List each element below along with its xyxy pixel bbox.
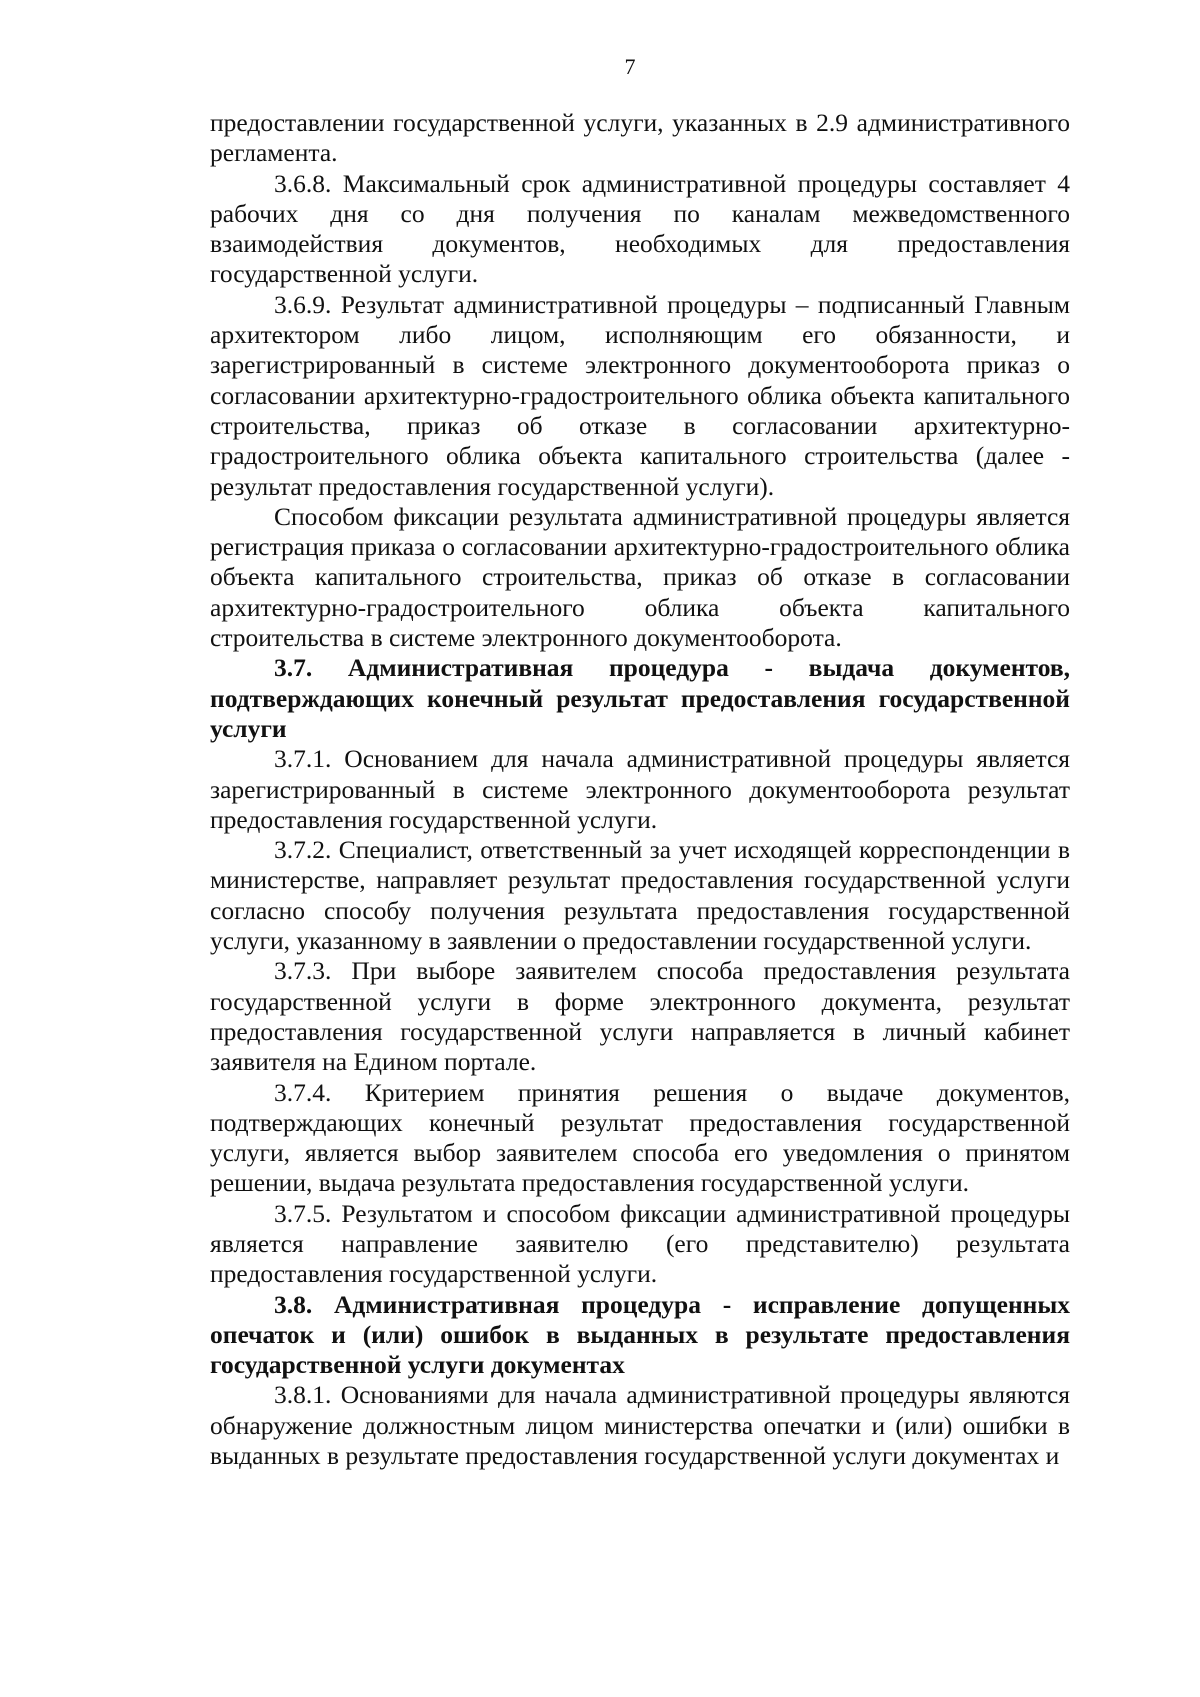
- page-number: 7: [624, 54, 636, 79]
- section-heading-3-8: 3.8. Административная процедура - исправление допущенных опечаток и (или) ошибок в выданных в результате предоставления государственной услуги документах: [210, 1289, 1070, 1380]
- paragraph-3-7-2: 3.7.2. Специалист, ответственный за учет исходящей корреспонденции в министерстве, направляет результат предоставления государственной услуги согласно способу получения результата предоставления государственной услуги, указанному в заявлении о предоставлении государственной услуги.: [210, 835, 1070, 956]
- paragraph-3-7-1: 3.7.1. Основанием для начала административной процедуры является зарегистрированный в системе электронного документооборота результат предоставления государственной услуги.: [210, 744, 1070, 834]
- paragraph-3-6-8: 3.6.8. Максимальный срок административной процедуры составляет 4 рабочих дня со дня получения по каналам межведомственного взаимодействия документов, необходимых для предоставления государственной услуги.: [210, 168, 1070, 289]
- paragraph-continuation: предоставлении государственной услуги, указанных в 2.9 административного регламента.: [210, 108, 1070, 168]
- paragraph-3-6-9: 3.6.9. Результат административной процедуры – подписанный Главным архитектором либо лицом, исполняющим его обязанности, и зарегистрированный в системе электронного документооборота приказ о согласовании архитектурно-градостроительного облика объекта капитального строительства, приказ об отказе в согласовании архитектурно-градостроительного облика объекта капитального строительства (далее - результат предоставления государственной услуги).: [210, 289, 1070, 501]
- paragraph-fixation-method: Способом фиксации результата административной процедуры является регистрация приказа о согласовании архитектурно-градостроительного облика объекта капитального строительства, приказ об отказе в согласовании архитектурно-градостроительного облика объекта капитального строительства в системе электронного документооборота.: [210, 501, 1070, 653]
- paragraph-3-7-4: 3.7.4. Критерием принятия решения о выдаче документов, подтверждающих конечный результат предоставления государственной услуги, является выбор заявителем способа его уведомления о принятом решении, выдача результата предоставления государственной услуги.: [210, 1077, 1070, 1198]
- document-body: [210, 108, 1070, 1471]
- section-heading-3-7: 3.7. Административная процедура - выдача документов, подтверждающих конечный результат предоставления государственной услуги: [210, 653, 1070, 743]
- paragraph-3-7-3: 3.7.3. При выборе заявителем способа предоставления результата государственной услуги в форме электронного документа, результат предоставления государственной услуги направляется в личный кабинет заявителя на Едином портале.: [210, 956, 1070, 1077]
- paragraph-3-8-1: 3.8.1. Основаниями для начала административной процедуры являются обнаружение должностным лицом министерства опечатки и (или) ошибки в выданных в результате предоставления государственной услуги документах и: [210, 1380, 1070, 1471]
- paragraph-3-7-5: 3.7.5. Результатом и способом фиксации административной процедуры является направление заявителю (его представителю) результата предоставления государственной услуги.: [210, 1198, 1070, 1289]
